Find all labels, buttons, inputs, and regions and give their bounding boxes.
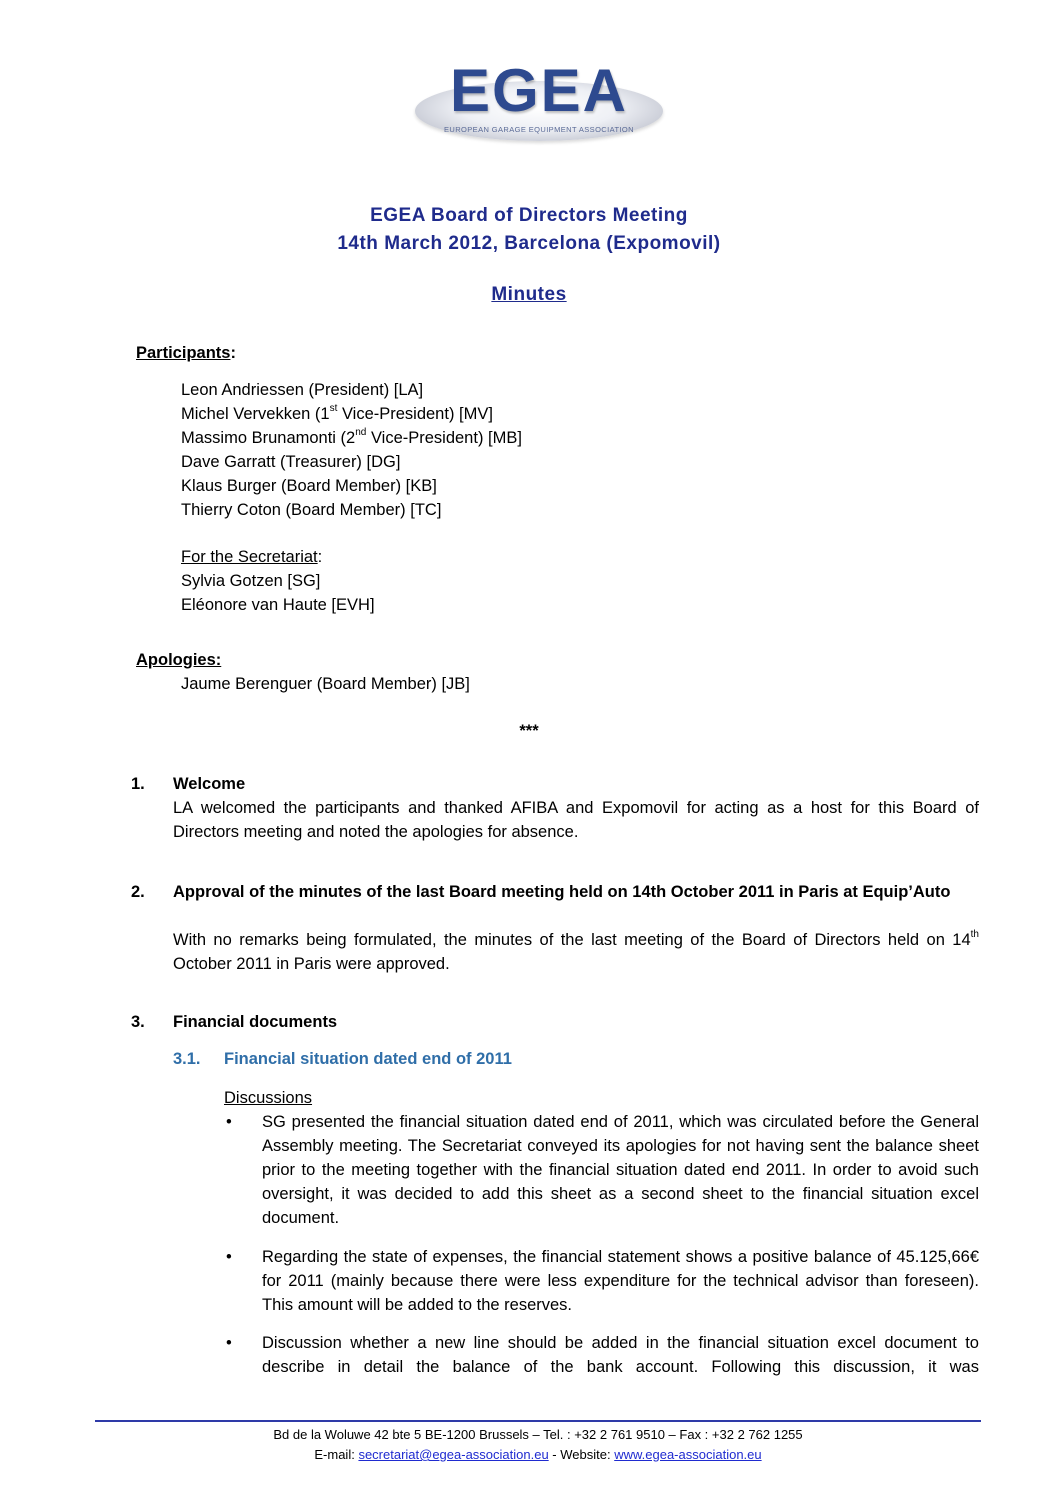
- participant-item: Dave Garratt (Treasurer) [DG]: [181, 453, 401, 471]
- document-type: Minutes: [491, 284, 567, 305]
- footer-contact: [95, 1447, 981, 1462]
- egea-logo: [415, 55, 663, 145]
- discussions-label: Discussions: [224, 1089, 313, 1107]
- website-label: - Website:: [548, 1447, 615, 1462]
- subsection-number: 3.1.: [173, 1050, 201, 1068]
- email-label: E-mail:: [314, 1447, 359, 1462]
- bullet-marker: •: [226, 1334, 232, 1352]
- participant-item: Massimo Brunamonti (2nd Vice-President) [MB]: [181, 426, 522, 447]
- document-title: EGEA Board of Directors Meeting: [370, 205, 688, 226]
- section-title-welcome: Welcome: [173, 775, 246, 793]
- footer-rule: [95, 1420, 981, 1422]
- apologies-item: Jaume Berenguer (Board Member) [JB]: [181, 675, 470, 693]
- separator: ***: [519, 722, 539, 740]
- bullet-text: SG presented the financial situation dated end of 2011, which was circulated before the General Assembly meeting. The Secretariat conveyed its apologies for not having sent the balance sheet prior to the meeting together with the financial situation dated end 2011. In order to avoid such oversight, it was decided to add this sheet as a second sheet to the financial situation excel document.: [262, 1113, 979, 1227]
- logo-subtitle: EUROPEAN GARAGE EQUIPMENT ASSOCIATION: [444, 125, 634, 134]
- email-link[interactable]: secretariat@egea-association.eu: [358, 1447, 549, 1462]
- bullet-text: Discussion whether a new line should be added in the financial situation excel document to describe in detail the balance of the bank account. Following this discussion, it was: [262, 1334, 979, 1376]
- section-title-approval: Approval of the minutes of the last Board meeting held on 14th October 2011 in Paris at Equip’Auto: [173, 883, 951, 901]
- participants-list: [181, 378, 522, 522]
- section-title-financial: Financial documents: [173, 1013, 338, 1031]
- participant-item: Leon Andriessen (President) [LA]: [181, 381, 424, 399]
- section-number: 2.: [131, 883, 145, 901]
- section-body-approval: With no remarks being formulated, the minutes of the last meeting of the Board of Directors held on 14th October 2011 in Paris were approved.: [173, 928, 979, 973]
- bullet-marker: •: [226, 1113, 232, 1131]
- participants-heading: Participants:: [136, 344, 236, 362]
- secretariat-item: Eléonore van Haute [EVH]: [181, 596, 375, 614]
- secretariat-item: Sylvia Gotzen [SG]: [181, 572, 321, 590]
- website-link[interactable]: www.egea-association.eu: [614, 1447, 762, 1462]
- participant-item: Michel Vervekken (1st Vice-President) [MV]: [181, 402, 493, 423]
- secretariat-block: [181, 545, 375, 617]
- section-number: 1.: [131, 775, 145, 793]
- bullet-text: Regarding the state of expenses, the financial statement shows a positive balance of 45.125,66€ for 2011 (mainly because there were less expenditure for the technical advisor than foreseen). This amount will be added to the reserves.: [262, 1248, 979, 1314]
- apologies-heading: Apologies:: [136, 651, 222, 669]
- section-body-welcome: LA welcomed the participants and thanked AFIBA and Expomovil for acting as a host for this Board of Directors meeting and noted the apologies for absence.: [173, 799, 979, 841]
- document-subtitle: 14th March 2012, Barcelona (Expomovil): [337, 233, 721, 254]
- footer-address: Bd de la Woluwe 42 bte 5 BE-1200 Brussels – Tel. : +32 2 761 9510 – Fax : +32 2 762 1255: [273, 1427, 803, 1442]
- secretariat-heading: For the Secretariat:: [181, 548, 323, 566]
- section-number: 3.: [131, 1013, 145, 1031]
- bullet-marker: •: [226, 1248, 232, 1266]
- participant-item: Thierry Coton (Board Member) [TC]: [181, 501, 442, 519]
- subsection-title: Financial situation dated end of 2011: [224, 1050, 512, 1068]
- participant-item: Klaus Burger (Board Member) [KB]: [181, 477, 437, 495]
- logo-text: EGEA: [449, 57, 629, 124]
